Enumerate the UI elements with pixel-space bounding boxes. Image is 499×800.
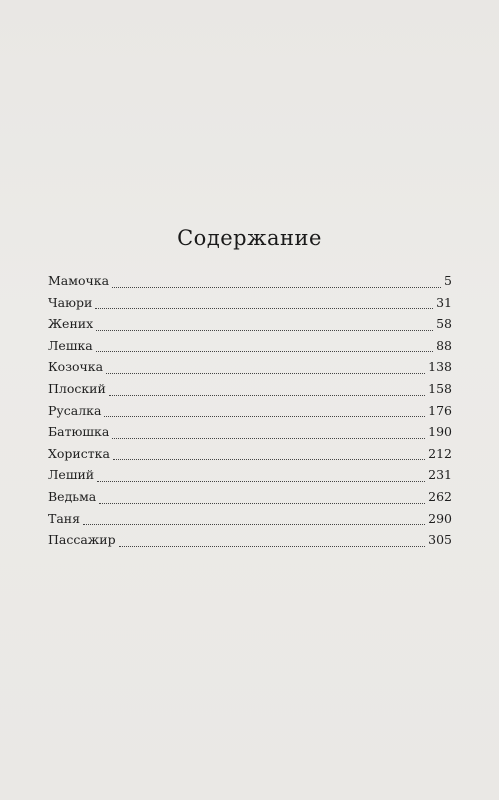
- toc-entry-label: Козочка: [48, 359, 104, 375]
- toc-entry-page: 138: [428, 359, 452, 375]
- toc-leader-dots: [119, 546, 426, 547]
- toc-leader-dots: [97, 481, 425, 482]
- toc-entry-label: Лешка: [48, 337, 93, 353]
- page-title: Содержание: [177, 226, 322, 250]
- toc-leader-dots: [96, 351, 433, 352]
- toc-entry-leshiy: [48, 464, 452, 486]
- toc-entry-page: 31: [436, 294, 452, 310]
- toc-entry-page: 231: [428, 467, 452, 483]
- toc-entry-label: Русалка: [48, 402, 102, 418]
- toc-entry-label: Хористка: [48, 445, 110, 461]
- toc-entry-passazhir: [48, 529, 452, 551]
- toc-entry-label: Леший: [48, 467, 95, 483]
- toc-entry-page: 212: [428, 445, 452, 461]
- toc-entry-page: 88: [436, 337, 452, 353]
- toc-entry-rusalka: [48, 400, 452, 422]
- toc-entry-page: 290: [428, 510, 452, 526]
- toc-leader-dots: [112, 287, 441, 288]
- toc-entry-page: 176: [428, 402, 452, 418]
- toc-entry-mamochka: [48, 270, 452, 292]
- toc-entry-ploskiy: [48, 378, 452, 400]
- toc-entry-khoristka: [48, 443, 452, 465]
- toc-entry-label: Жених: [48, 316, 94, 332]
- toc-entry-label: Плоский: [48, 380, 106, 396]
- toc-entry-page: 190: [428, 424, 452, 440]
- toc-entry-page: 158: [428, 380, 452, 396]
- toc-entry-label: Чаюри: [48, 294, 93, 310]
- toc-leader-dots: [104, 416, 425, 417]
- toc-leader-dots: [83, 524, 425, 525]
- toc-leader-dots: [109, 395, 425, 396]
- table-of-contents: [48, 270, 452, 551]
- toc-entry-label: Батюшка: [48, 424, 110, 440]
- toc-leader-dots: [96, 330, 433, 331]
- toc-leader-dots: [95, 308, 433, 309]
- toc-leader-dots: [112, 438, 425, 439]
- toc-leader-dots: [99, 503, 425, 504]
- toc-entry-vedma: [48, 486, 452, 508]
- toc-entry-label: Ведьма: [48, 488, 97, 504]
- toc-entry-page: 58: [436, 316, 452, 332]
- toc-leader-dots: [113, 459, 425, 460]
- toc-leader-dots: [106, 373, 425, 374]
- toc-entry-label: Пассажир: [48, 532, 116, 548]
- toc-entry-label: Мамочка: [48, 273, 110, 288]
- toc-entry-leshka: [48, 335, 452, 357]
- toc-entry-zhenikh: [48, 313, 452, 335]
- toc-entry-label: Таня: [48, 510, 81, 526]
- toc-entry-batyushka: [48, 421, 452, 443]
- toc-entry-page: 305: [428, 532, 452, 548]
- toc-entry-page: 262: [428, 488, 452, 504]
- toc-entry-kozochka: [48, 356, 452, 378]
- toc-entry-tanya: [48, 508, 452, 530]
- toc-entry-page: 5: [444, 273, 452, 288]
- toc-entry-chayuri: [48, 292, 452, 314]
